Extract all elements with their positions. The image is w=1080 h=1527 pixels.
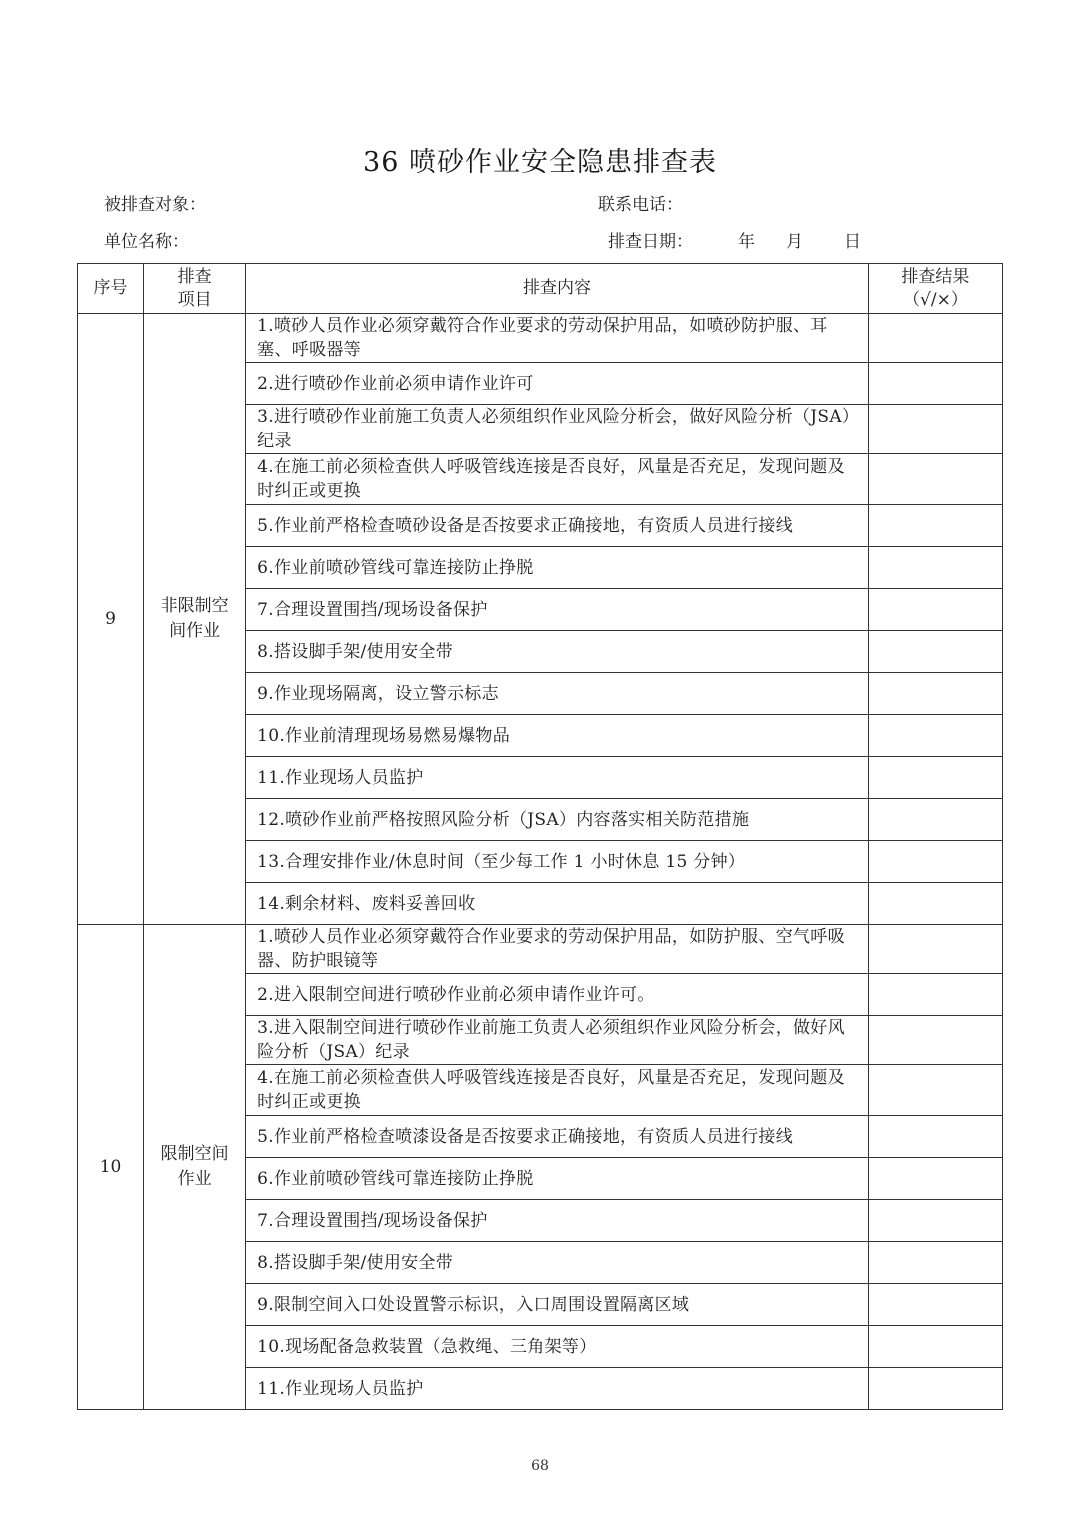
group-category bbox=[144, 314, 246, 925]
inspection-item: 14.剩余材料、废料妥善回收 bbox=[246, 883, 869, 925]
inspection-item: 9.作业现场隔离，设立警示标志 bbox=[246, 673, 869, 715]
unit-name-label: 单位名称： bbox=[104, 232, 189, 252]
inspection-item: 3.进入限制空间进行喷砂作业前施工负责人必须组织作业风险分析会，做好风险分析（JSA）纪录 bbox=[246, 1016, 869, 1065]
page-title: 36 喷砂作业安全隐患排查表 bbox=[363, 147, 717, 178]
inspection-date-label: 排查日期： bbox=[608, 232, 693, 252]
result-cell[interactable] bbox=[868, 314, 1002, 363]
inspection-item: 10.作业前清理现场易燃易爆物品 bbox=[246, 715, 869, 757]
year-label: 年 bbox=[738, 232, 755, 252]
result-cell[interactable] bbox=[868, 1158, 1002, 1200]
inspection-item: 11.作业现场人员监护 bbox=[246, 757, 869, 799]
result-cell[interactable] bbox=[868, 1016, 1002, 1065]
column-header-no: 序号 bbox=[78, 264, 144, 314]
inspection-item: 10.现场配备急救装置（急救绳、三角架等） bbox=[246, 1326, 869, 1368]
group-category bbox=[144, 925, 246, 1410]
inspection-item: 7.合理设置围挡/现场设备保护 bbox=[246, 589, 869, 631]
inspection-item: 5.作业前严格检查喷漆设备是否按要求正确接地，有资质人员进行接线 bbox=[246, 1116, 869, 1158]
result-cell[interactable] bbox=[868, 454, 1002, 505]
inspection-item: 2.进入限制空间进行喷砂作业前必须申请作业许可。 bbox=[246, 974, 869, 1016]
inspection-item: 11.作业现场人员监护 bbox=[246, 1368, 869, 1410]
inspection-item: 5.作业前严格检查喷砂设备是否按要求正确接地，有资质人员进行接线 bbox=[246, 505, 869, 547]
inspection-date bbox=[608, 227, 861, 252]
inspection-item: 12.喷砂作业前严格按照风险分析（JSA）内容落实相关防范措施 bbox=[246, 799, 869, 841]
column-header-category: 排查项目 bbox=[144, 264, 246, 314]
result-cell[interactable] bbox=[868, 1116, 1002, 1158]
month-label: 月 bbox=[786, 232, 803, 252]
inspection-item: 6.作业前喷砂管线可靠连接防止挣脱 bbox=[246, 1158, 869, 1200]
result-cell[interactable] bbox=[868, 974, 1002, 1016]
table-header-row bbox=[78, 264, 1003, 314]
result-cell[interactable] bbox=[868, 883, 1002, 925]
result-cell[interactable] bbox=[868, 589, 1002, 631]
inspection-item: 13.合理安排作业/休息时间（至少每工作 1 小时休息 15 分钟） bbox=[246, 841, 869, 883]
inspection-item: 8.搭设脚手架/使用安全带 bbox=[246, 1242, 869, 1284]
result-cell[interactable] bbox=[868, 757, 1002, 799]
inspection-item: 4.在施工前必须检查供人呼吸管线连接是否良好，风量是否充足，发现问题及时纠正或更换 bbox=[246, 454, 869, 505]
group-number: 9 bbox=[78, 314, 144, 925]
inspection-table bbox=[77, 263, 1003, 1410]
inspection-item: 7.合理设置围挡/现场设备保护 bbox=[246, 1200, 869, 1242]
result-cell[interactable] bbox=[868, 1284, 1002, 1326]
inspection-item: 6.作业前喷砂管线可靠连接防止挣脱 bbox=[246, 547, 869, 589]
inspection-item: 8.搭设脚手架/使用安全带 bbox=[246, 631, 869, 673]
day-label: 日 bbox=[844, 232, 861, 252]
group-category-label: 限制空间作业 bbox=[160, 1144, 229, 1189]
inspection-item: 4.在施工前必须检查供人呼吸管线连接是否良好，风量是否充足，发现问题及时纠正或更换 bbox=[246, 1065, 869, 1116]
result-cell[interactable] bbox=[868, 715, 1002, 757]
inspection-item: 1.喷砂人员作业必须穿戴符合作业要求的劳动保护用品，如喷砂防护服、耳塞、呼吸器等 bbox=[246, 314, 869, 363]
result-cell[interactable] bbox=[868, 1065, 1002, 1116]
inspected-target-label: 被排查对象： bbox=[104, 195, 206, 215]
inspection-item: 1.喷砂人员作业必须穿戴符合作业要求的劳动保护用品，如防护服、空气呼吸器、防护眼镜等 bbox=[246, 925, 869, 974]
result-cell[interactable] bbox=[868, 631, 1002, 673]
result-cell[interactable] bbox=[868, 673, 1002, 715]
table-row bbox=[78, 925, 1003, 974]
result-cell[interactable] bbox=[868, 1242, 1002, 1284]
inspection-item: 2.进行喷砂作业前必须申请作业许可 bbox=[246, 363, 869, 405]
result-cell[interactable] bbox=[868, 925, 1002, 974]
page-number: 68 bbox=[531, 1458, 549, 1474]
inspection-item: 9.限制空间入口处设置警示标识，入口周围设置隔离区域 bbox=[246, 1284, 869, 1326]
column-header-result: 排查结果（√/×） bbox=[868, 264, 1002, 314]
group-category-label: 非限制空间作业 bbox=[160, 596, 229, 641]
column-header-content: 排查内容 bbox=[246, 264, 869, 314]
result-cell[interactable] bbox=[868, 799, 1002, 841]
result-cell[interactable] bbox=[868, 405, 1002, 454]
result-cell[interactable] bbox=[868, 547, 1002, 589]
result-cell[interactable] bbox=[868, 1368, 1002, 1410]
inspection-item: 3.进行喷砂作业前施工负责人必须组织作业风险分析会，做好风险分析（JSA）纪录 bbox=[246, 405, 869, 454]
result-cell[interactable] bbox=[868, 841, 1002, 883]
result-cell[interactable] bbox=[868, 1200, 1002, 1242]
result-cell[interactable] bbox=[868, 505, 1002, 547]
contact-phone-label: 联系电话： bbox=[598, 195, 683, 215]
group-number: 10 bbox=[78, 925, 144, 1410]
result-cell[interactable] bbox=[868, 1326, 1002, 1368]
table-row bbox=[78, 314, 1003, 363]
result-cell[interactable] bbox=[868, 363, 1002, 405]
